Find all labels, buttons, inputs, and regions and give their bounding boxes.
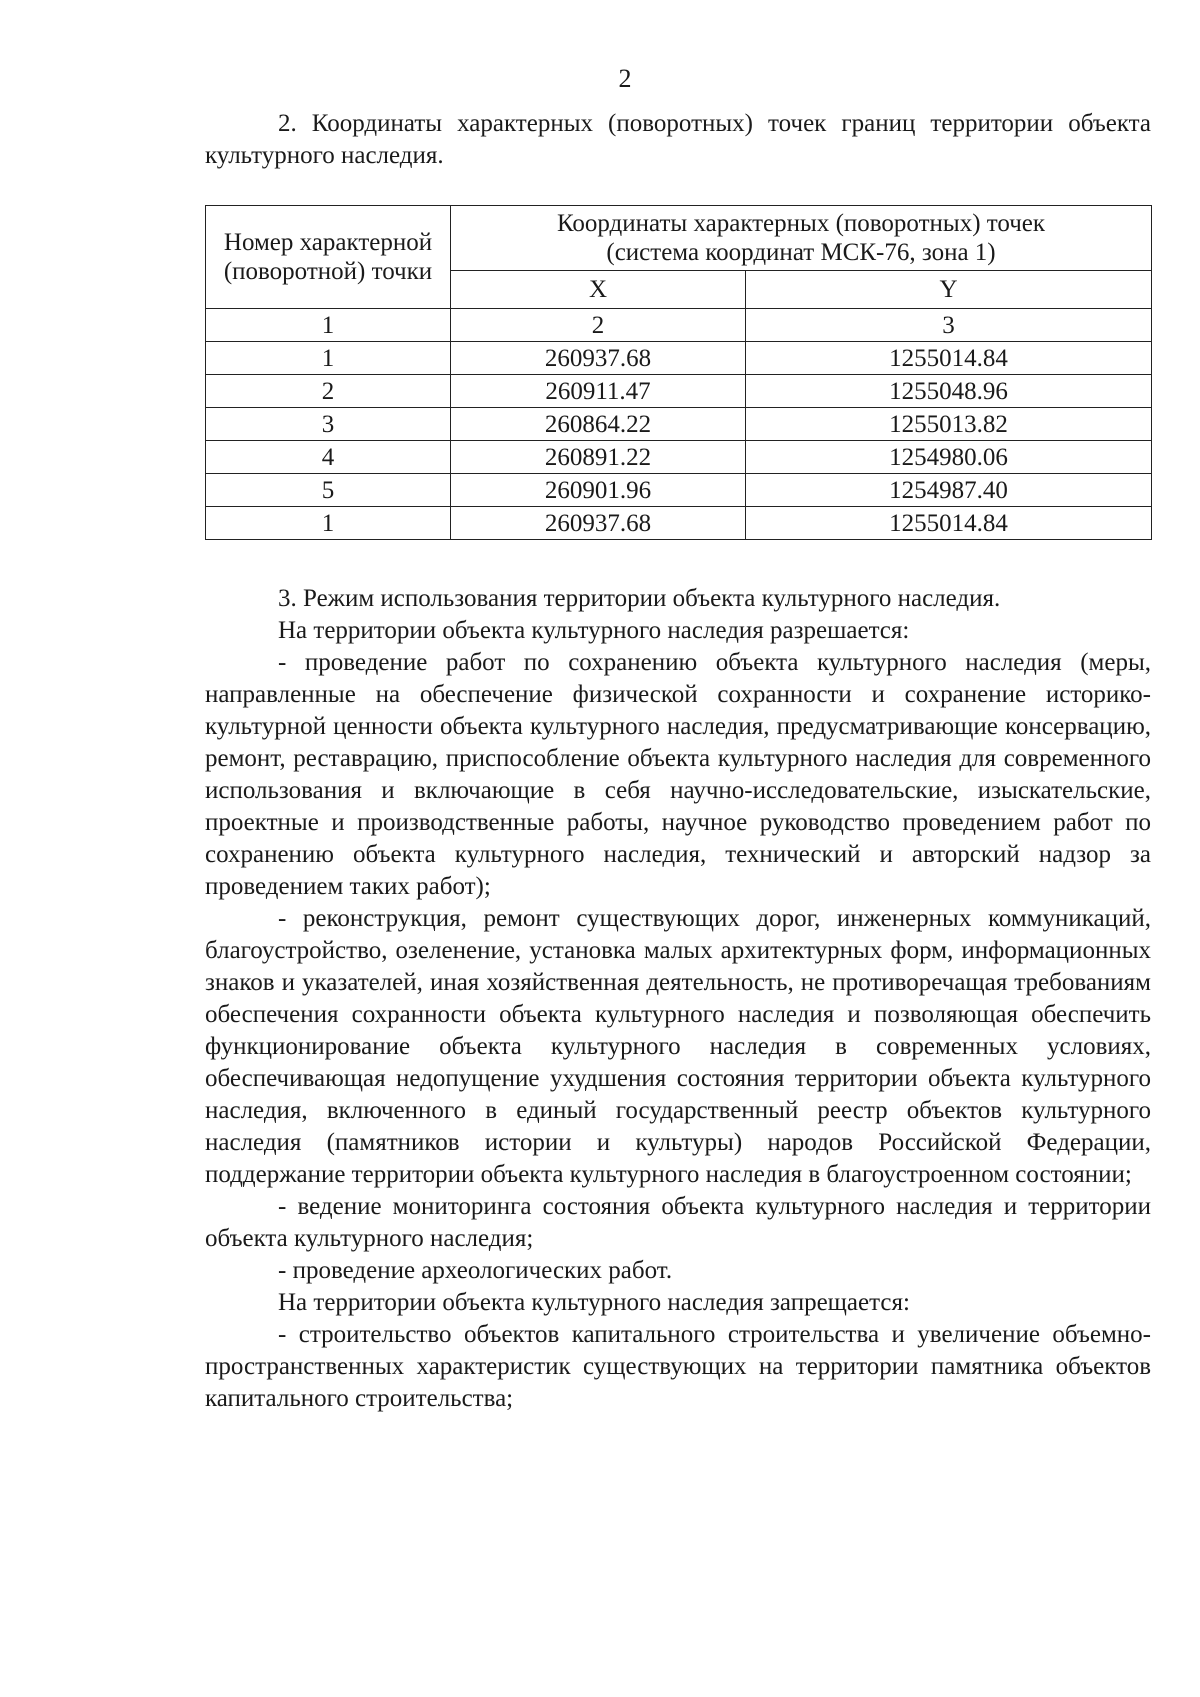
x-cell: 260937.68: [451, 342, 746, 375]
table-row: [206, 441, 1152, 474]
y-cell: 1255014.84: [746, 342, 1152, 375]
x-cell: 260901.96: [451, 474, 746, 507]
point-cell: 1: [206, 507, 451, 540]
section-2: [205, 108, 1151, 172]
index-cell: 1: [206, 309, 451, 342]
section-2-heading: 2. Координаты характерных (поворотных) точек границ территории объекта культурного наследия.: [205, 110, 1151, 169]
y-cell: 1255014.84: [746, 507, 1152, 540]
index-cell: 3: [746, 309, 1152, 342]
y-cell: 1254980.06: [746, 441, 1152, 474]
table-row: [206, 342, 1152, 375]
y-cell: 1255013.82: [746, 408, 1152, 441]
x-cell: 260864.22: [451, 408, 746, 441]
header-coordinates-line1: Координаты характерных (поворотных) точек: [556, 210, 1046, 237]
y-cell: 1254987.40: [746, 474, 1152, 507]
section-3-heading: 3. Режим использования территории объекта культурного наследия.: [278, 585, 1001, 612]
table-index-row: [206, 309, 1152, 342]
prohibited-item: - строительство объектов капитального строительства и увеличение объемно-пространственных характеристик существующих на территории памятника объектов капитального строительства;: [205, 1321, 1151, 1412]
allowed-item: - реконструкция, ремонт существующих дорог, инженерных коммуникаций, благоустройство, озеленение, установка малых архитектурных форм, информационных знаков и указателей, иная хозяйственная деятельность, не противоречащая требованиям обеспечения сохранности объекта культурного наследия и позволяющая обеспечить функционирование объекта культурного наследия в современных условиях, обеспечивающая недопущение ухудшения состояния территории объекта культурного наследия, включенного в единый государственный реестр объектов культурного наследия (памятников истории и культуры) народов Российской Федерации, поддержание территории объекта культурного наследия в благоустроенном состоянии;: [205, 905, 1151, 1188]
allowed-item: - проведение работ по сохранению объекта культурного наследия (меры, направленные на обеспечение физической сохранности и сохранение историко-культурной ценности объекта культурного наследия, предусматривающие консервацию, ремонт, реставрацию, приспособление объекта культурного наследия для современного использования и включающие в себя научно-исследовательские, изыскательские, проектные и производственные работы, научное руководство проведением работ по сохранению объекта культурного наследия, технический и авторский надзор за проведением таких работ);: [205, 649, 1151, 900]
header-y: Y: [746, 271, 1152, 309]
header-coordinates-group: [451, 206, 1152, 271]
table-row: [206, 375, 1152, 408]
point-cell: 1: [206, 342, 451, 375]
allowed-item: - ведение мониторинга состояния объекта культурного наследия и территории объекта культурного наследия;: [205, 1193, 1151, 1252]
allowed-intro: На территории объекта культурного наследия разрешается:: [278, 617, 910, 644]
section-3: [205, 583, 1151, 1415]
index-cell: 2: [451, 309, 746, 342]
table-header-row: [206, 206, 1152, 271]
page-number: 2: [618, 64, 632, 93]
prohibited-intro: На территории объекта культурного наследия запрещается:: [278, 1289, 910, 1316]
x-cell: 260937.68: [451, 507, 746, 540]
point-cell: 2: [206, 375, 451, 408]
y-cell: 1255048.96: [746, 375, 1152, 408]
table-row: [206, 408, 1152, 441]
table-row: [206, 507, 1152, 540]
coordinates-table: [205, 205, 1152, 540]
table-row: [206, 474, 1152, 507]
header-point-number: Номер характерной (поворотной) точки: [206, 206, 451, 309]
point-cell: 3: [206, 408, 451, 441]
point-cell: 5: [206, 474, 451, 507]
x-cell: 260891.22: [451, 441, 746, 474]
x-cell: 260911.47: [451, 375, 746, 408]
header-x: X: [451, 271, 746, 309]
point-cell: 4: [206, 441, 451, 474]
allowed-item: - проведение археологических работ.: [278, 1257, 673, 1284]
header-coordinates-line2: (система координат МСК-76, зона 1): [606, 239, 996, 266]
